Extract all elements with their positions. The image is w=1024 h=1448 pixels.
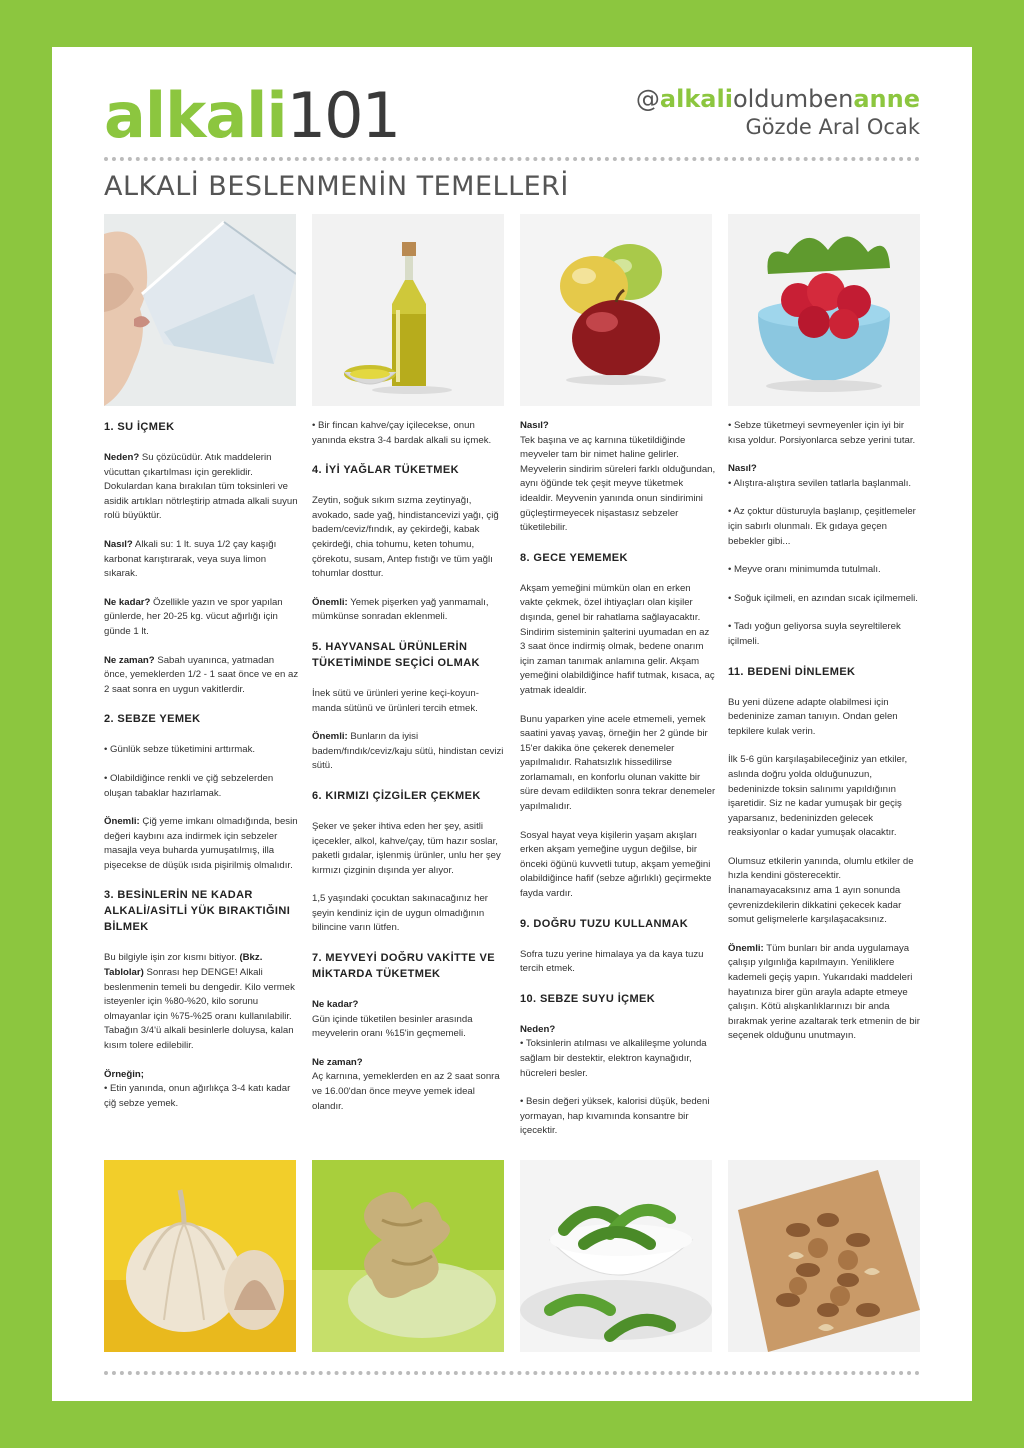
paragraph: Zeytin, soğuk sıkım sızma zeytinyağı, avokado, sade yağ, hindistancevizi yağı, çiğ badem/ceviz/fındık, ay çekirdeği, kabak çekirdeği, chia tohumu, keten tohumu, çörekotu, susam, Antep fıstığı ve tüm yağlı tohumlar dosttur.	[312, 495, 499, 580]
paragraph: İlk 5-6 gün karşılaşabileceğiniz yan etkiler, aslında doğru yolda olduğunuzun, bedeninizde toksin salınımı yapıldığının işaretidir. Siz ne kadar yumuşak bir geçiş yaparsanız, bedeninizden gelecek reaksiyonlar o kadar yumuşak olacaktır.	[728, 754, 908, 839]
top-dotted-divider	[104, 157, 920, 161]
label-ne-zaman: Ne zaman?	[104, 654, 155, 666]
poster-sheet	[52, 47, 972, 1401]
garlic-photo	[104, 1160, 296, 1352]
drinking-water-photo	[104, 214, 296, 406]
bullet-item: • Az çoktur düsturuyla başlanıp, çeşitlemeler için sabırlı olunmalı. Ek gıdaya geçen bebekler gibi...	[728, 506, 916, 547]
paragraph: Akşam yemeğini mümkün olan en erken vakte çekmek, özel ihtiyaçları olan kişiler dışında, genel bir rahatlama sağlayacaktır. Sindirim sisteminin şalterini uyumadan en az 3 saat önce indirmiş olmak, bedene onarım için zaman tanımak anlamına gelir. Akşam yemeğini olabildiğince hafif tutmak, kısaca, aç yatmak idealdir.	[520, 582, 715, 696]
section-heading-11: 11. BEDENİ DİNLEMEK	[728, 665, 856, 678]
paragraph: Önemli: Çiğ yeme imkanı olmadığında, besin değeri kaybını aza indirmek için sebzeler masajla veya buharda yumuşatılmış, illa pişecekse de düşük ısıda pişirilmiş olmalıdır.	[104, 816, 298, 871]
paragraph: Bunu yaparken yine acele etmemeli, yemek saatini yavaş yavaş, örneğin her 2 günde bir 15'er dakika öne çekerek denemeler yapılmalıdır. Rahatsızlık hissedilirse zorlamamalı, en konforlu olunan vakitte bir süre devam edildikten sonra tekrar denemeler yapılmalıdır.	[520, 713, 716, 813]
bullet-item: • Alıştıra-alıştıra sevilen tatlarla başlanmalı.	[728, 477, 912, 489]
paragraph: Bu yeni düzene adapte olabilmesi için bedeninize zaman tanıyın. Ondan gelen tepkilere kulak verin.	[728, 696, 898, 737]
page-subtitle: ALKALİ BESLENMENİN TEMELLERİ	[104, 171, 569, 202]
paragraph: Sosyal hayat veya kişilerin yaşam akışları erken akşam yemeğine uygun değilse, bir önceki öğünü kuvvetli tutup, akşam yemeğini olabildiğince hafif (sebze ağırlıklı) geçirmekte fayda vardır.	[520, 829, 712, 900]
label-ornegin: Örneğin;	[104, 1068, 144, 1080]
handle-at: @	[635, 85, 660, 113]
label-nasil: Nasıl?	[104, 538, 133, 550]
brand-logo-number: 101	[286, 79, 400, 152]
section-heading-5: 5. HAYVANSAL ÜRÜNLERİN TÜKETİMİNDE SEÇİCİ OLMAK	[312, 640, 480, 669]
author-name: Gözde Aral Ocak	[745, 115, 920, 139]
bullet-item: • Bir fincan kahve/çay içilecekse, onun yanında ekstra 3-4 bardak alkali su içmek.	[312, 420, 492, 446]
text-column-4	[728, 419, 924, 1058]
handle-middle: oldumben	[732, 85, 854, 113]
paragraph: Bu bilgiyle işin zor kısmı bitiyor. (Bkz. Tablolar) Sonrası hep DENGE! Alkali beslenmenin temeli bu dengedir. Kilo vermek isteyenler için %80-%20, kilo sorunu olmayanlar için %75-%25 oranı kullanılabilir. Tabağın 3/4'ü alkali besinlerle doluysa, kalan kısım tolere edilebilir.	[104, 952, 295, 1052]
section-heading-3: 3. BESİNLERİN NE KADAR ALKALİ/ASİTLİ YÜK BIRAKTIĞINI BİLMEK	[104, 889, 291, 934]
apples-photo	[520, 214, 712, 406]
bullet-item: • Besin değeri yüksek, kalorisi düşük, bedeni yormayan, hap kıvamında konsantre bir içecektir.	[520, 1096, 710, 1137]
paragraph: Aç karnına, yemeklerden en az 2 saat sonra ve 16.00'dan önce meyve yemek ideal olandır.	[312, 1071, 500, 1112]
social-handle	[636, 85, 920, 113]
section-heading-9: 9. DOĞRU TUZU KULLANMAK	[520, 917, 689, 930]
paragraph: Neden? Su çözücüdür. Atık maddelerin vücuttan çıkartılması için gereklidir. Dokulardan kana bırakılan tüm toksinleri ve asidik artıkları nötrleştirip atmada alkali suyun rolü büyüktür.	[104, 452, 298, 522]
brand-logo-green: alkali	[104, 79, 287, 152]
nuts-photo	[728, 1160, 920, 1352]
bullet-item: • Etin yanında, onun ağırlıkça 3-4 katı kadar çiğ sebze yemek.	[104, 1083, 291, 1109]
bullet-item: • Olabildiğince renkli ve çiğ sebzelerden oluşan tabaklar hazırlamak.	[104, 772, 274, 799]
bullet-item: • Meyve oranı minimumda tutulmalı.	[728, 564, 881, 576]
paragraph: İnek sütü ve ürünleri yerine keçi-koyun-manda sütünü ve ürünleri tercih etmek.	[312, 687, 479, 714]
bottom-dotted-divider	[104, 1371, 920, 1375]
paragraph: Gün içinde tüketilen besinler arasında meyvelerin oranı %15'in geçmemeli.	[312, 1013, 473, 1040]
label-nasil: Nasıl?	[728, 463, 757, 475]
section-heading-2: 2. SEBZE YEMEK	[104, 713, 201, 726]
section-heading-6: 6. KIRMIZI ÇİZGİLER ÇEKMEK	[312, 789, 481, 802]
paragraph: Önemli: Tüm bunları bir anda uygulamaya çalışıp yılgınlığa kapılmayın. Yeniliklere kademeli geçiş yapın. Yukarıdaki maddeleri hayatınıza birer gün arayla adapte etmeye çalışın. Kötü alışkanlıklarınızı bir anda bırakmak yerine azaltarak terk etmenin de bir seçenek olduğunu unutmayın.	[728, 942, 920, 1042]
label-neden: Neden?	[520, 1023, 556, 1035]
paragraph: Nasıl? Alkali su: 1 lt. suya 1/2 çay kaşığı karbonat karıştırarak, veya suya limon sıkarak.	[104, 538, 277, 580]
paragraph: 1,5 yaşındaki çocuktan sakınacağınız her şeyin kendiniz için de uygun olmadığının bilincine varın lütfen.	[312, 893, 488, 934]
bullet-item: • Sebze tüketmeyi sevmeyenler için iyi bir kısa yoldur. Porsiyonlarca sebze yerini tutar.	[728, 420, 916, 446]
paragraph: Önemli: Bunların da iyisi badem/fındık/ceviz/kaju sütü, hindistan cevizi sütü.	[312, 731, 504, 772]
paragraph: Ne zaman? Sabah uyanınca, yatmadan önce, yemeklerden 1/2 - 1 saat önce ve en az 2 saat sonra en uygun vakitlerdir.	[104, 654, 299, 695]
text-column-2	[312, 419, 508, 1128]
paragraph: Sofra tuzu yerine himalaya ya da kaya tuzu tercih etmek.	[520, 948, 704, 975]
text-column-1	[104, 419, 300, 1125]
bullet-item: • Soğuk içilmeli, en azından sıcak içilmemeli.	[728, 592, 918, 604]
section-heading-4: 4. İYİ YAĞLAR TÜKETMEK	[312, 464, 459, 477]
paragraph: Olumsuz etkilerin yanında, olumlu etkiler de hızla kendini gösterecektir. İnanamayacaksınız ama 1 ayın sonunda çevrenizdekilerin dikkatini çekecek kadar somut gelişmelerle karşılaşacaksınız.	[728, 855, 914, 926]
tables-reference: (Bkz. Tablolar)	[104, 952, 263, 979]
olive-oil-photo	[312, 214, 504, 406]
label-ne-kadar: Ne kadar?	[104, 596, 151, 608]
label-onemli: Önemli:	[312, 596, 348, 608]
ginger-photo	[312, 1160, 504, 1352]
label-onemli: Önemli:	[104, 816, 140, 828]
bullet-item: • Günlük sebze tüketimini arttırmak.	[104, 744, 256, 756]
section-heading-8: 8. GECE YEMEMEK	[520, 551, 628, 564]
bullet-item: • Toksinlerin atılması ve alkalileşme yolunda sağlam bir destektir, elektron kaynağıdır, hücreleri besler.	[520, 1038, 707, 1079]
handle-green-2: anne	[853, 85, 920, 113]
label-onemli: Önemli:	[728, 942, 764, 954]
label-neden: Neden?	[104, 452, 140, 463]
paragraph: Tek başına ve aç karnına tüketildiğinde meyveler tam bir nimet haline gelirler. Meyvelerin sindirim süreleri farklı olduğundan, aynı öğünde tek çeşit meyve tüketmek idealdir. Meyvenin yanında onun sindirimini güçleştirmeyecek nişastasız sebzeler tüketilebilir.	[520, 434, 716, 534]
bullet-item: • Tadı yoğun geliyorsa suyla seyreltilerek içilmeli.	[728, 621, 901, 647]
section-heading-1: 1. SU İÇMEK	[104, 421, 175, 433]
text-column-3	[520, 419, 716, 1153]
paragraph: Ne kadar? Özellikle yazın ve spor yapılan günlerde, her 20-25 kg. vücut ağırlığı için günde 1 lt.	[104, 596, 283, 637]
label-nasil: Nasıl?	[520, 420, 549, 431]
handle-green-1: alkali	[659, 85, 733, 113]
brand-logo	[104, 79, 400, 152]
edamame-photo	[520, 1160, 712, 1352]
label-ne-zaman: Ne zaman?	[312, 1056, 363, 1068]
radishes-photo	[728, 214, 920, 406]
paragraph: Şeker ve şeker ihtiva eden her şey, asitli içecekler, alkol, kahve/çay, tüm hazır soslar, paketli gıdalar, işlenmiş ürünler, unlu her şey kırmızı çizginin dışında yer alıyor.	[312, 820, 501, 876]
label-onemli: Önemli:	[312, 731, 348, 743]
section-heading-10: 10. SEBZE SUYU İÇMEK	[520, 992, 656, 1005]
label-ne-kadar: Ne kadar?	[312, 999, 359, 1011]
paragraph: Önemli: Yemek pişerken yağ yanmamalı, mümkünse sonradan eklenmeli.	[312, 596, 489, 623]
section-heading-7: 7. MEYVEYİ DOĞRU VAKİTTE VE MİKTARDA TÜKETMEK	[312, 952, 495, 981]
